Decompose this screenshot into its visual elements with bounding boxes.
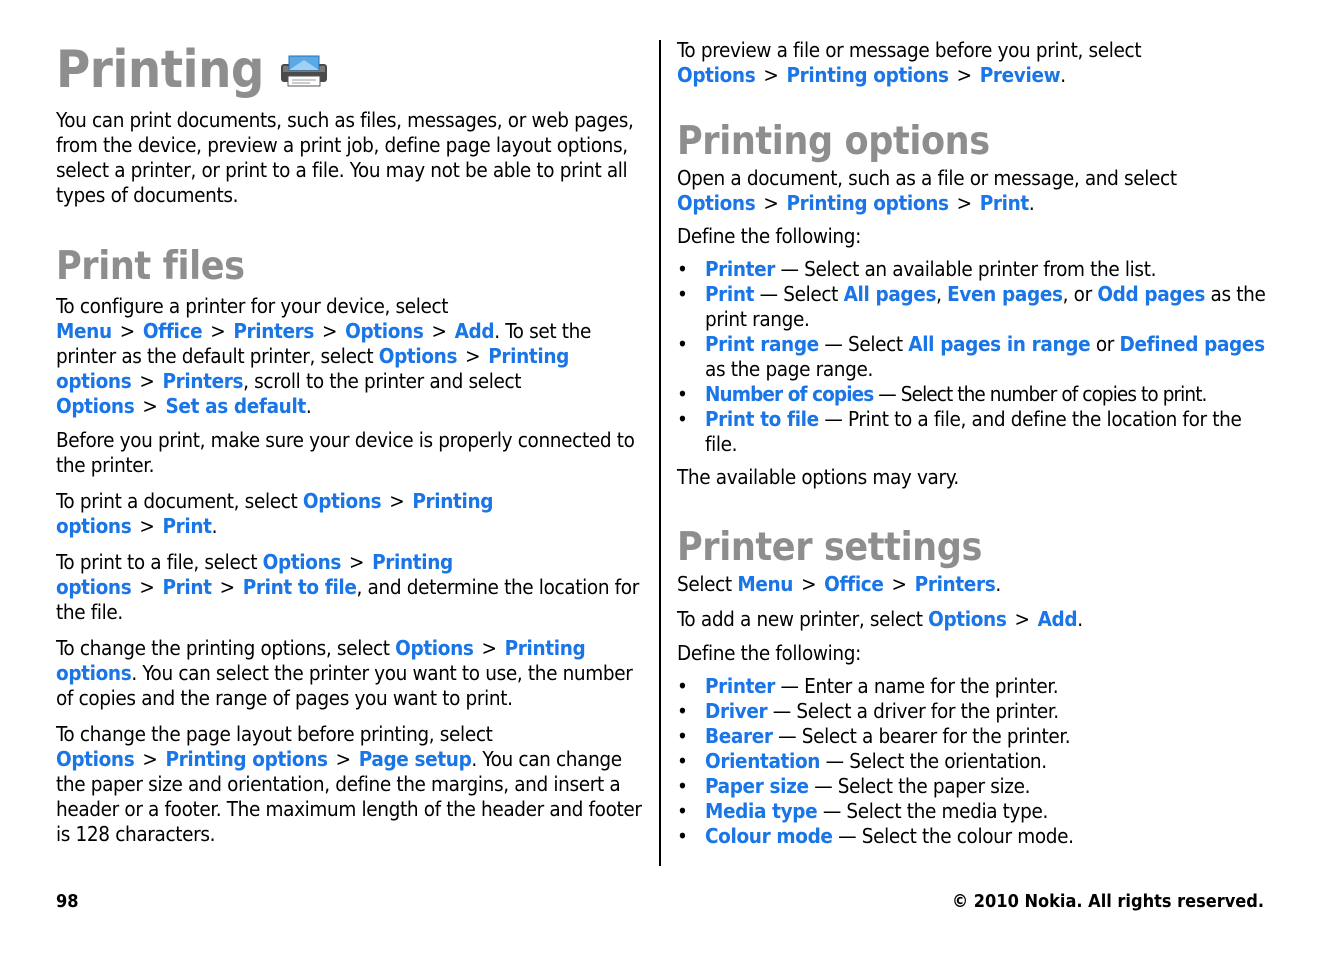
link-options[interactable]: Options xyxy=(395,636,474,660)
text: — Select the number of copies to print. xyxy=(873,382,1207,406)
print-files-paragraph-5 xyxy=(56,636,646,711)
link-printing-options[interactable]: Printing options xyxy=(56,550,453,599)
left-column xyxy=(56,38,646,847)
separator: > xyxy=(1014,607,1030,631)
separator: > xyxy=(139,369,155,393)
text: — Print to a file, and define the location for the file. xyxy=(705,407,1242,456)
text: . xyxy=(995,572,1001,596)
right-column xyxy=(677,38,1277,849)
list-item xyxy=(677,407,1277,457)
text: To change the printing options, select xyxy=(56,636,396,660)
link-orientation[interactable]: Orientation xyxy=(705,749,821,773)
text: — Select xyxy=(754,282,844,306)
link-even-pages[interactable]: Even pages xyxy=(947,282,1063,306)
text: as the print range. xyxy=(705,282,1266,331)
text: . You can change the paper size and orientation, define the margins, and insert a header or a footer. The maximum length of the header and footer is 128 characters. xyxy=(56,747,642,846)
link-printers[interactable]: Printers xyxy=(914,572,996,596)
preview-paragraph xyxy=(677,38,1277,88)
separator: > xyxy=(431,319,447,343)
link-print[interactable]: Print xyxy=(162,575,212,599)
link-options[interactable]: Options xyxy=(677,63,756,87)
text: , or xyxy=(1062,282,1098,306)
text: To print a document, select xyxy=(56,489,303,513)
page-title-text: Printing xyxy=(56,40,264,100)
available-options-note: The available options may vary. xyxy=(677,465,959,489)
define-following-1: Define the following: xyxy=(677,224,861,248)
link-printing-options[interactable]: Printing options xyxy=(786,63,949,87)
link-set-as-default[interactable]: Set as default xyxy=(165,394,306,418)
link-menu[interactable]: Menu xyxy=(56,319,112,343)
separator: > xyxy=(139,514,155,538)
list-item xyxy=(677,382,1277,407)
link-printing-options[interactable]: Printing options xyxy=(786,191,949,215)
link-add[interactable]: Add xyxy=(1037,607,1078,631)
define-following-2: Define the following: xyxy=(677,641,861,665)
text: — Select a bearer for the printer. xyxy=(772,724,1071,748)
print-files-paragraph-6 xyxy=(56,722,646,847)
text: — Select an available printer from the list. xyxy=(775,257,1157,281)
link-printing-options[interactable]: Printing options xyxy=(56,344,569,393)
link-driver[interactable]: Driver xyxy=(705,699,768,723)
link-options[interactable]: Options xyxy=(677,191,756,215)
print-files-paragraph-2: Before you print, make sure your device is properly connected to the printer. xyxy=(56,428,635,477)
text: , xyxy=(936,282,948,306)
separator: > xyxy=(210,319,226,343)
link-bearer[interactable]: Bearer xyxy=(705,724,773,748)
separator: > xyxy=(142,394,158,418)
text: — Select the paper size. xyxy=(808,774,1031,798)
separator: > xyxy=(119,319,135,343)
text: To change the page layout before printing, select xyxy=(56,722,493,746)
list-item xyxy=(677,282,1277,332)
separator: > xyxy=(465,344,481,368)
text: — Select the media type. xyxy=(817,799,1048,823)
printer-settings-paragraph-1 xyxy=(677,572,1277,597)
text: To configure a printer for your device, select xyxy=(56,294,449,318)
link-options[interactable]: Options xyxy=(262,550,341,574)
text: . xyxy=(211,514,218,538)
link-options[interactable]: Options xyxy=(345,319,424,343)
text: — Select xyxy=(818,332,909,356)
link-options[interactable]: Options xyxy=(56,747,135,771)
link-preview[interactable]: Preview xyxy=(979,63,1061,87)
heading-print-files: Print files xyxy=(56,244,245,289)
text: Open a document, such as a file or message, and select xyxy=(677,166,1177,190)
text: — Select the colour mode. xyxy=(832,824,1074,848)
link-paper-size[interactable]: Paper size xyxy=(705,774,809,798)
list-item xyxy=(677,332,1277,382)
link-add[interactable]: Add xyxy=(454,319,495,343)
text: To preview a file or message before you print, select xyxy=(677,38,1142,62)
link-printers[interactable]: Printers xyxy=(162,369,244,393)
list-item xyxy=(677,774,1277,799)
link-page-setup[interactable]: Page setup xyxy=(358,747,472,771)
text: — Select the orientation. xyxy=(820,749,1047,773)
link-options[interactable]: Options xyxy=(928,607,1007,631)
link-printer[interactable]: Printer xyxy=(705,674,776,698)
link-print[interactable]: Print xyxy=(162,514,212,538)
separator: > xyxy=(219,575,235,599)
separator: > xyxy=(481,636,497,660)
list-item xyxy=(677,749,1277,774)
link-printer[interactable]: Printer xyxy=(705,257,776,281)
link-printers[interactable]: Printers xyxy=(233,319,315,343)
text: or xyxy=(1090,332,1120,356)
link-office[interactable]: Office xyxy=(824,572,884,596)
printer-settings-list xyxy=(677,674,1277,849)
link-print[interactable]: Print xyxy=(979,191,1029,215)
link-odd-pages[interactable]: Odd pages xyxy=(1097,282,1206,306)
list-item xyxy=(677,257,1277,282)
list-item xyxy=(677,724,1277,749)
separator: > xyxy=(801,572,817,596)
separator: > xyxy=(763,63,779,87)
separator: > xyxy=(956,63,972,87)
link-media-type[interactable]: Media type xyxy=(705,799,818,823)
text: To print to a file, select xyxy=(56,550,263,574)
text: Select xyxy=(677,572,738,596)
text: . To set the printer as the default printer, select xyxy=(56,319,591,368)
text: — Select a driver for the printer. xyxy=(767,699,1059,723)
link-print[interactable]: Print xyxy=(705,282,755,306)
separator: > xyxy=(335,747,351,771)
separator: > xyxy=(389,489,405,513)
link-printing-options[interactable]: Printing options xyxy=(165,747,328,771)
separator: > xyxy=(956,191,972,215)
printer-settings-paragraph-2 xyxy=(677,607,1277,632)
link-defined-pages[interactable]: Defined pages xyxy=(1119,332,1265,356)
heading-printing-options: Printing options xyxy=(677,119,990,164)
link-number-of-copies[interactable]: Number of copies xyxy=(705,382,874,406)
link-options[interactable]: Options xyxy=(56,394,135,418)
text: , scroll to the printer and select xyxy=(243,369,522,393)
list-item xyxy=(677,699,1277,724)
separator: > xyxy=(139,575,155,599)
link-menu[interactable]: Menu xyxy=(737,572,794,596)
link-options[interactable]: Options xyxy=(302,489,382,513)
printing-options-paragraph-1 xyxy=(677,166,1277,216)
link-print-range[interactable]: Print range xyxy=(705,332,819,356)
link-all-pages[interactable]: All pages xyxy=(843,282,937,306)
separator: > xyxy=(349,550,365,574)
text: . You can select the printer you want to use, the number of copies and the range of pages you want to print. xyxy=(56,661,633,710)
link-office[interactable]: Office xyxy=(142,319,203,343)
text: . xyxy=(1077,607,1083,631)
page-title xyxy=(56,38,646,102)
link-colour-mode[interactable]: Colour mode xyxy=(705,824,833,848)
print-files-paragraph-3 xyxy=(56,489,646,539)
text: . xyxy=(1028,191,1035,215)
link-print-to-file[interactable]: Print to file xyxy=(242,575,357,599)
printer-icon xyxy=(280,44,328,102)
text: as the page range. xyxy=(705,357,874,381)
list-item xyxy=(677,824,1277,849)
separator: > xyxy=(763,191,779,215)
separator: > xyxy=(142,747,158,771)
page-number: 98 xyxy=(56,891,79,912)
list-item xyxy=(677,674,1277,699)
print-files-paragraph-1 xyxy=(56,294,646,419)
text: . xyxy=(1060,63,1066,87)
link-options[interactable]: Options xyxy=(378,344,458,368)
text: . xyxy=(305,394,312,418)
link-print-to-file[interactable]: Print to file xyxy=(705,407,819,431)
text: — Enter a name for the printer. xyxy=(775,674,1059,698)
heading-printer-settings: Printer settings xyxy=(677,525,982,570)
printing-options-list xyxy=(677,257,1277,457)
column-divider xyxy=(659,40,661,866)
list-item xyxy=(677,799,1277,824)
link-printing-options[interactable]: Printing options xyxy=(56,489,494,538)
link-printing-options[interactable]: Printing options xyxy=(56,636,586,685)
link-all-pages-in-range[interactable]: All pages in range xyxy=(908,332,1091,356)
separator: > xyxy=(322,319,338,343)
intro-paragraph: You can print documents, such as files, messages, or web pages, from the device, preview a print job, define page layout options, select a printer, or print to a file. You may not be able to print all types of documents. xyxy=(56,108,634,207)
separator: > xyxy=(891,572,907,596)
print-files-paragraph-4 xyxy=(56,550,646,625)
text: , and determine the location for the file. xyxy=(56,575,639,624)
text: To add a new printer, select xyxy=(677,607,929,631)
copyright-notice: © 2010 Nokia. All rights reserved. xyxy=(951,891,1264,912)
